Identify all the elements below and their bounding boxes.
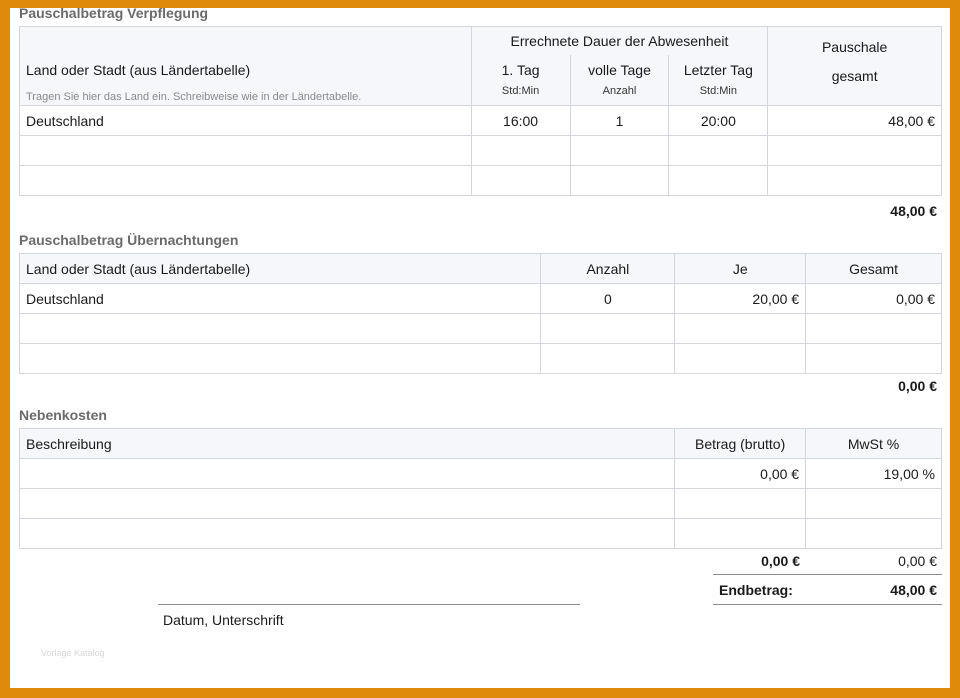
accommodation-sum: 0,00 € [898,378,937,394]
table-row [20,106,942,136]
cell-count[interactable] [541,344,675,374]
cell-last-day[interactable]: 20:00 [669,106,768,136]
last-day-header [668,55,767,105]
cell-first-day[interactable]: 16:00 [471,106,570,136]
final-total-value: 48,00 € [890,582,937,598]
final-total-bottom-rule [713,604,942,605]
cell-country[interactable] [20,136,472,166]
cell-description[interactable] [20,489,675,519]
cell-total[interactable]: 48,00 € [768,106,942,136]
first-day-header [472,55,570,105]
additional-costs-table-header [20,429,942,459]
final-total-label: Endbetrag: [719,582,793,598]
meals-country-header: Land oder Stadt (aus Ländertabelle) [26,62,251,78]
accommodation-table [19,253,942,374]
cell-count[interactable]: 0 [541,284,675,314]
signature-label: Datum, Unterschrift [163,612,284,628]
cell-each[interactable] [675,344,806,374]
acc-country-header: Land oder Stadt (aus Ländertabelle) [20,254,541,284]
table-row [20,459,942,489]
meals-sum: 48,00 € [890,203,937,219]
cell-total[interactable]: 0,00 € [806,284,942,314]
full-days-header [570,55,669,105]
table-row [20,344,942,374]
cell-total[interactable] [806,344,942,374]
cell-country[interactable] [20,314,541,344]
additional-costs-vat-sum: 0,00 € [898,553,937,569]
cell-full-days[interactable] [570,166,669,196]
section-title-meals: Pauschalbetrag Verpflegung [19,8,209,21]
cell-last-day[interactable] [669,166,768,196]
cell-country[interactable] [20,166,472,196]
acc-each-header: Je [675,254,806,284]
rate-header-line1: Pauschale [821,39,888,55]
meals-country-header-cell [20,27,472,106]
final-total-top-rule [713,574,942,575]
cell-description[interactable] [20,519,675,549]
watermark-text: Vorlage Katalog [41,648,105,658]
description-header: Beschreibung [20,429,675,459]
cell-total[interactable] [768,166,942,196]
meals-table [19,26,942,196]
cell-vat[interactable] [806,489,942,519]
table-row [20,314,942,344]
expense-sheet [10,8,950,688]
meals-country-hint: Tragen Sie hier das Land ein. Schreibweise wie in der Ländertabelle. [26,91,362,103]
full-days-unit: Anzahl [602,85,637,97]
last-day-unit: Std:Min [699,85,737,97]
section-title-accommodation: Pauschalbetrag Übernachtungen [19,232,239,248]
cell-amount[interactable] [675,519,806,549]
cell-total[interactable] [768,136,942,166]
vat-header: MwSt % [806,429,942,459]
meals-table-header [20,27,942,106]
acc-total-header: Gesamt [806,254,942,284]
accommodation-table-header [20,254,942,284]
cell-full-days[interactable]: 1 [570,106,669,136]
table-row [20,519,942,549]
signature-line [158,604,580,605]
table-row [20,166,942,196]
cell-each[interactable]: 20,00 € [675,284,806,314]
cell-country[interactable]: Deutschland [20,284,541,314]
rate-header-line2: gesamt [831,68,878,84]
rate-header [768,27,942,106]
acc-count-header: Anzahl [541,254,675,284]
duration-group-cell [471,27,768,106]
cell-last-day[interactable] [669,136,768,166]
table-row [20,489,942,519]
cell-country[interactable] [20,344,541,374]
full-days-label: volle Tage [588,62,651,78]
section-title-additional-costs: Nebenkosten [19,407,107,423]
cell-each[interactable] [675,314,806,344]
cell-count[interactable] [541,314,675,344]
first-day-label: 1. Tag [501,62,540,78]
amount-header: Betrag (brutto) [675,429,806,459]
cell-first-day[interactable] [471,136,570,166]
duration-group-header: Errechnete Dauer der Abwesenheit [510,33,729,49]
cell-vat[interactable] [806,519,942,549]
last-day-label: Letzter Tag [683,62,753,78]
cell-amount[interactable] [675,489,806,519]
table-row [20,284,942,314]
additional-costs-table [19,428,942,549]
cell-amount[interactable]: 0,00 € [675,459,806,489]
table-row [20,136,942,166]
cell-total[interactable] [806,314,942,344]
cell-country[interactable]: Deutschland [20,106,472,136]
cell-first-day[interactable] [471,166,570,196]
cell-full-days[interactable] [570,136,669,166]
cell-vat[interactable]: 19,00 % [806,459,942,489]
cell-description[interactable] [20,459,675,489]
first-day-unit: Std:Min [501,85,540,97]
additional-costs-sum: 0,00 € [761,553,800,569]
